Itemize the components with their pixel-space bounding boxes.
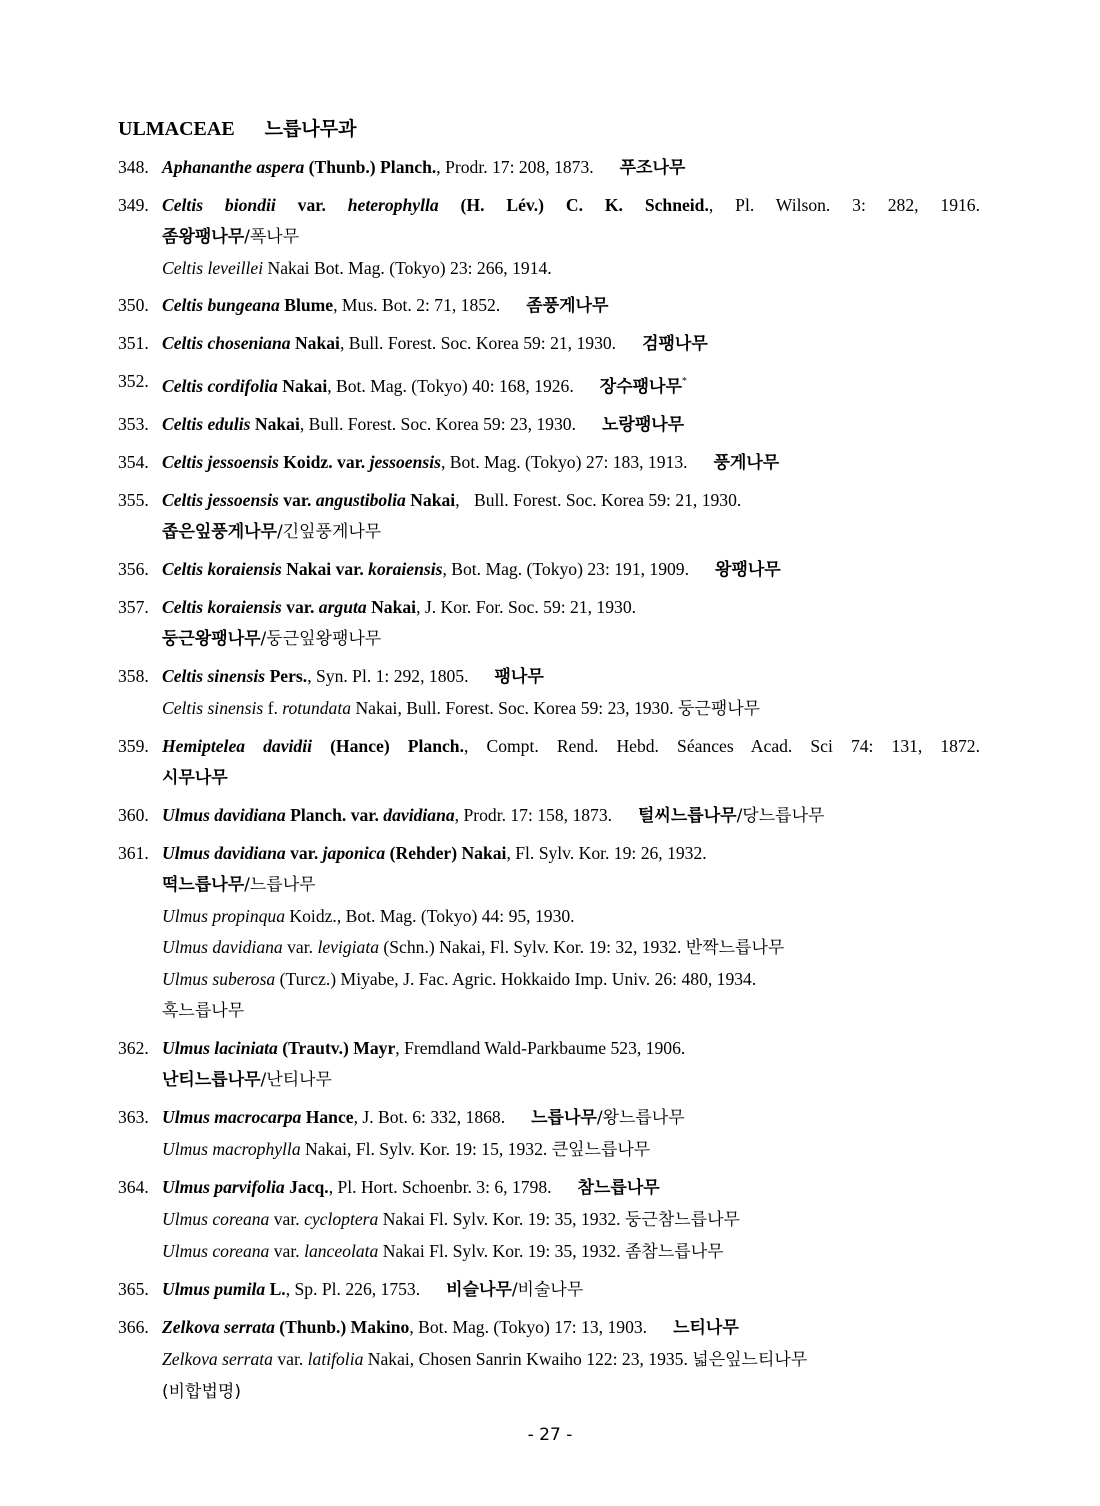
- synonym-line: [118, 932, 980, 964]
- entry-number: 357.: [118, 597, 149, 617]
- korean-alt-name: /폭나무: [244, 227, 300, 247]
- epithet: japonica: [322, 843, 386, 863]
- entry-number: 366.: [118, 1317, 149, 1337]
- synonym-korean-name: 큰잎느릅나무: [551, 1140, 651, 1160]
- author: Nakai: [254, 414, 300, 434]
- entry-number: 361.: [118, 843, 149, 863]
- reference: Pl. Wilson. 3: 282, 1916.: [735, 195, 981, 215]
- author: Planch.: [290, 805, 347, 825]
- epithet: davidiana: [383, 805, 455, 825]
- family-heading: [118, 116, 980, 142]
- entry-number: 359.: [118, 736, 149, 756]
- korean-name: 느티나무: [673, 1318, 739, 1338]
- page-number: - 27 -: [527, 1425, 573, 1445]
- korean-name: 노랑팽나무: [601, 415, 685, 435]
- author: Nakai: [282, 376, 328, 396]
- reference: Bull. Forest. Soc. Korea 59: 21, 1930.: [348, 333, 617, 353]
- synonym-reference: Nakai, Chosen Sanrin Kwaiho 122: 23, 1935.: [367, 1349, 688, 1369]
- synonym-korean-name: 둥근팽나무: [677, 699, 761, 719]
- reference: Fremdland Wald-Parkbaume 523, 1906.: [404, 1038, 686, 1058]
- author: Koidz.: [283, 452, 333, 472]
- reference: Fl. Sylv. Kor. 19: 26, 1932.: [515, 843, 707, 863]
- species-name: Celtis choseniana: [162, 333, 291, 353]
- entry-number: 353.: [118, 414, 149, 434]
- reference: Bull. Forest. Soc. Korea 59: 21, 1930.: [473, 490, 742, 510]
- species-name: Zelkova serrata: [162, 1317, 275, 1337]
- synonym-korean-name: 넓은잎느티나무: [692, 1350, 808, 1370]
- family-korean-name: 느릅나무과: [264, 118, 357, 140]
- synonym-line: [118, 901, 980, 932]
- reference: Pl. Hort. Schoenbr. 3: 6, 1798.: [337, 1177, 552, 1197]
- author: Nakai: [410, 490, 456, 510]
- author: Nakai: [286, 559, 332, 579]
- synonym-reference: Nakai Fl. Sylv. Kor. 19: 35, 1932.: [382, 1241, 621, 1261]
- korean-name: 팽나무: [494, 667, 544, 687]
- reference: Sp. Pl. 226, 1753.: [294, 1279, 421, 1299]
- species-name: Celtis biondii: [162, 195, 276, 215]
- document-page: [118, 116, 980, 1414]
- synonym-epithet: latifolia: [307, 1349, 364, 1369]
- synonym-line: [118, 1204, 980, 1236]
- entry-number: 360.: [118, 805, 149, 825]
- synonym-name: Ulmus propinqua: [162, 906, 286, 926]
- species-name: Ulmus parvifolia: [162, 1177, 285, 1197]
- rank: var.: [286, 597, 315, 617]
- species-name: Celtis edulis: [162, 414, 251, 434]
- synonym-line: [118, 253, 980, 284]
- synonym-reference: (Schn.) Nakai, Fl. Sylv. Kor. 19: 32, 1932.: [383, 937, 682, 957]
- synonym-korean-name: 좀참느릅나무: [625, 1242, 724, 1262]
- species-entry-361: 361. Ulmus davidiana var. japonica (Rehder) Nakai, Fl. Sylv. Kor. 19: 26, 1932. 떡느릅나무/느릅나무 Ulmus propinqua Koidz., Bot. Mag. (Tokyo) 44: 95, 1930. Ulmus davidiana var. levigiata (Schn.) Nakai, Fl. Sylv. Kor. 19: 32, 1932. 반짝느릅나무 Ulmus suberosa (Turcz.) Miyabe, J. Fac. Agric. Hokkaido Imp. Univ. 26: 480, 1934. 혹느릅나무: [118, 838, 980, 1027]
- synonym-name: Ulmus davidiana: [162, 937, 283, 957]
- reference: J. Bot. 6: 332, 1868.: [362, 1107, 506, 1127]
- epithet: angustibolia: [315, 490, 406, 510]
- synonym-reference: Nakai Fl. Sylv. Kor. 19: 35, 1932.: [382, 1209, 621, 1229]
- epithet: arguta: [318, 597, 367, 617]
- korean-name: 좀풍게나무: [526, 296, 609, 316]
- entry-number: 355.: [118, 490, 149, 510]
- species-name: Ulmus laciniata: [162, 1038, 278, 1058]
- author: Pers.: [269, 666, 308, 686]
- synonym-name: Ulmus suberosa: [162, 969, 276, 989]
- epithet: jessoensis: [369, 452, 441, 472]
- species-name: Ulmus pumila: [162, 1279, 266, 1299]
- korean-name: 시무나무: [162, 768, 228, 788]
- author: Nakai: [294, 333, 340, 353]
- synonym-line: [118, 693, 980, 725]
- species-entry-351: 351. Celtis choseniana Nakai, Bull. Forest. Soc. Korea 59: 21, 1930. 검팽나무: [118, 328, 980, 360]
- species-name: Celtis jessoensis: [162, 490, 279, 510]
- korean-name: 검팽나무: [642, 334, 708, 354]
- entry-number: 352.: [118, 371, 149, 391]
- synonym-line: [118, 1344, 980, 1376]
- reference: Mus. Bot. 2: 71, 1852.: [341, 295, 501, 315]
- species-entry-362: 362. Ulmus laciniata (Trautv.) Mayr, Fremdland Wald-Parkbaume 523, 1906. 난티느릅나무/난티나무: [118, 1033, 980, 1096]
- rank: var.: [337, 452, 366, 472]
- family-latin-name: ULMACEAE: [118, 118, 235, 140]
- synonym-reference: (Turcz.) Miyabe, J. Fac. Agric. Hokkaido Imp. Univ. 26: 480, 1934.: [279, 969, 757, 989]
- korean-alt-name: /당느릅나무: [736, 806, 825, 826]
- korean-name: 떡느릅나무: [162, 875, 245, 895]
- species-entry-355: 355. Celtis jessoensis var. angustibolia Nakai, Bull. Forest. Soc. Korea 59: 21, 1930. 좁은잎풍게나무/긴잎풍게나무: [118, 485, 980, 548]
- synonym-name: Celtis leveillei: [162, 258, 264, 278]
- korean-name: 풍게나무: [713, 453, 780, 473]
- rank: var.: [283, 490, 312, 510]
- species-entry-366: 366. Zelkova serrata (Thunb.) Makino, Bot. Mag. (Tokyo) 17: 13, 1903. 느티나무 Zelkova serrata var. latifolia Nakai, Chosen Sanrin Kwaiho 122: 23, 1935. 넓은잎느티나무 (비합법명): [118, 1312, 980, 1408]
- synonym-korean-name: 반짝느릅나무: [685, 938, 785, 958]
- synonym-rank: var.: [273, 1209, 300, 1229]
- epithet: koraiensis: [368, 559, 443, 579]
- species-name: Ulmus macrocarpa: [162, 1107, 302, 1127]
- korean-name: 좁은잎풍게나무: [162, 522, 277, 542]
- author: (H. Lév.) C. K. Schneid.: [460, 195, 709, 215]
- korean-name: 좀왕팽나무: [162, 227, 245, 247]
- synonym-epithet: levigiata: [317, 937, 379, 957]
- illegitimate-name-note: (비합법명): [162, 1382, 241, 1402]
- species-entry-360: 360. Ulmus davidiana Planch. var. davidiana, Prodr. 17: 158, 1873. 털씨느릅나무/당느릅나무: [118, 800, 980, 832]
- author: Jacq.: [289, 1177, 329, 1197]
- species-entry-354: 354. Celtis jessoensis Koidz. var. jessoensis, Bot. Mag. (Tokyo) 27: 183, 1913. 풍게나무: [118, 447, 980, 479]
- author: Nakai: [371, 597, 417, 617]
- species-entry-364: 364. Ulmus parvifolia Jacq., Pl. Hort. Schoenbr. 3: 6, 1798. 참느릅나무 Ulmus coreana var. cycloptera Nakai Fl. Sylv. Kor. 19: 35, 1932. 둥근참느릅나무 Ulmus coreana var. lanceolata Nakai Fl. Sylv. Kor. 19: 35, 1932. 좀참느릅나무: [118, 1172, 980, 1268]
- species-entry-350: 350. Celtis bungeana Blume, Mus. Bot. 2: 71, 1852. 좀풍게나무: [118, 290, 980, 322]
- rank: var.: [297, 195, 326, 215]
- species-entry-356: 356. Celtis koraiensis Nakai var. koraiensis, Bot. Mag. (Tokyo) 23: 191, 1909. 왕팽나무: [118, 554, 980, 586]
- korean-name: 장수팽나무: [599, 377, 682, 397]
- rank: var.: [335, 559, 364, 579]
- korean-name: 둥근왕팽나무: [162, 629, 261, 649]
- entry-number: 348.: [118, 157, 149, 177]
- synonym-line: [118, 964, 980, 995]
- species-name: Celtis jessoensis: [162, 452, 279, 472]
- synonym-rank: var.: [287, 937, 314, 957]
- entry-number: 349.: [118, 195, 149, 215]
- author: Blume: [284, 295, 334, 315]
- synonym-epithet: rotundata: [282, 698, 352, 718]
- synonym-name: Ulmus coreana: [162, 1209, 270, 1229]
- synonym-line: [118, 1236, 980, 1268]
- synonym-line: [118, 1134, 980, 1166]
- species-entry-357: 357. Celtis koraiensis var. arguta Nakai, J. Kor. For. Soc. 59: 21, 1930. 둥근왕팽나무/둥근잎왕팽나무: [118, 592, 980, 655]
- species-name: Celtis sinensis: [162, 666, 266, 686]
- synonym-name: Ulmus macrophylla: [162, 1139, 301, 1159]
- synonym-epithet: cycloptera: [304, 1209, 379, 1229]
- synonym-name: Celtis sinensis: [162, 698, 264, 718]
- species-name: Celtis cordifolia: [162, 376, 278, 396]
- author: (Rehder) Nakai: [389, 843, 507, 863]
- reference: Bot. Mag. (Tokyo) 40: 168, 1926.: [336, 376, 574, 396]
- reference: Bot. Mag. (Tokyo) 23: 191, 1909.: [451, 559, 690, 579]
- author: (Thunb.) Planch.: [308, 157, 437, 177]
- species-entry-353: 353. Celtis edulis Nakai, Bull. Forest. Soc. Korea 59: 23, 1930. 노랑팽나무: [118, 409, 980, 441]
- korean-alt-name: /비술나무: [511, 1280, 584, 1300]
- reference: Compt. Rend. Hebd. Séances Acad. Sci 74: 131, 1872.: [486, 736, 980, 756]
- species-name: Hemiptelea davidii: [162, 736, 312, 756]
- synonym-korean-name: 둥근참느릅나무: [624, 1210, 740, 1230]
- species-entry-352: 352. Celtis cordifolia Nakai, Bot. Mag. (Tokyo) 40: 168, 1926. 장수팽나무*: [118, 366, 980, 403]
- species-name: Ulmus davidiana: [162, 805, 286, 825]
- species-entry-358: 358. Celtis sinensis Pers., Syn. Pl. 1: 292, 1805. 팽나무 Celtis sinensis f. rotundata Nakai, Bull. Forest. Soc. Korea 59: 23, 1930. 둥근팽나무: [118, 661, 980, 725]
- entry-number: 351.: [118, 333, 149, 353]
- species-entry-365: 365. Ulmus pumila L., Sp. Pl. 226, 1753. 비슬나무/비술나무: [118, 1274, 980, 1306]
- synonym-name: Ulmus coreana: [162, 1241, 270, 1261]
- author: (Trautv.) Mayr: [282, 1038, 396, 1058]
- entry-number: 363.: [118, 1107, 149, 1127]
- author: (Thunb.) Makino: [279, 1317, 410, 1337]
- entry-number: 350.: [118, 295, 149, 315]
- synonym-rank: var.: [277, 1349, 304, 1369]
- reference: Prodr. 17: 208, 1873.: [445, 157, 594, 177]
- species-name: Ulmus davidiana: [162, 843, 286, 863]
- entry-number: 364.: [118, 1177, 149, 1197]
- synonym-reference: Nakai, Bull. Forest. Soc. Korea 59: 23, 1930.: [355, 698, 674, 718]
- korean-alt-name: /왕느릅나무: [596, 1108, 685, 1128]
- species-name: Celtis bungeana: [162, 295, 280, 315]
- synonym-korean-name: 혹느릅나무: [162, 1001, 245, 1021]
- entry-number: 356.: [118, 559, 149, 579]
- footnote-mark: *: [681, 376, 687, 387]
- synonym-rank: var.: [273, 1241, 300, 1261]
- synonym-reference: Nakai Bot. Mag. (Tokyo) 23: 266, 1914.: [267, 258, 552, 278]
- author: Hance: [305, 1107, 354, 1127]
- korean-alt-name: /느릅나무: [244, 875, 316, 895]
- reference: Syn. Pl. 1: 292, 1805.: [315, 666, 469, 686]
- korean-alt-name: /긴잎풍게나무: [276, 522, 382, 542]
- korean-name: 느릅나무: [531, 1108, 597, 1128]
- rank: var.: [350, 805, 379, 825]
- synonym-name: Zelkova serrata: [162, 1349, 273, 1369]
- rank: var.: [290, 843, 319, 863]
- korean-name: 참느릅나무: [577, 1178, 660, 1198]
- korean-name: 비슬나무: [446, 1280, 512, 1300]
- species-name: Aphananthe aspera: [162, 157, 305, 177]
- species-entry-349: 349. Celtis biondii var. heterophylla (H. Lév.) C. K. Schneid., Pl. Wilson. 3: 282, 1916. 좀왕팽나무/폭나무 Celtis leveillei Nakai Bot. Mag. (Tokyo) 23: 266, 1914.: [118, 190, 980, 284]
- korean-name: 푸조나무: [619, 158, 686, 178]
- synonym-reference: Koidz., Bot. Mag. (Tokyo) 44: 95, 1930.: [289, 906, 575, 926]
- entry-number: 358.: [118, 666, 149, 686]
- epithet: heterophylla: [347, 195, 439, 215]
- author: L.: [269, 1279, 286, 1299]
- synonym-epithet: lanceolata: [304, 1241, 379, 1261]
- korean-name: 난티느릅나무: [162, 1070, 261, 1090]
- species-entry-363: 363. Ulmus macrocarpa Hance, J. Bot. 6: 332, 1868. 느릅나무/왕느릅나무 Ulmus macrophylla Nakai, Fl. Sylv. Kor. 19: 15, 1932. 큰잎느릅나무: [118, 1102, 980, 1166]
- korean-name: 털씨느릅나무: [638, 806, 737, 826]
- reference: Bot. Mag. (Tokyo) 17: 13, 1903.: [418, 1317, 648, 1337]
- reference: Prodr. 17: 158, 1873.: [463, 805, 613, 825]
- reference: Bull. Forest. Soc. Korea 59: 23, 1930.: [308, 414, 576, 434]
- entry-number: 362.: [118, 1038, 149, 1058]
- korean-alt-name: /난티나무: [260, 1070, 332, 1090]
- korean-name: 왕팽나무: [715, 560, 781, 580]
- synonym-rank: f.: [267, 698, 278, 718]
- species-name: Celtis koraiensis: [162, 559, 282, 579]
- reference: Bot. Mag. (Tokyo) 27: 183, 1913.: [449, 452, 688, 472]
- species-entry-359: 359. Hemiptelea davidii (Hance) Planch., Compt. Rend. Hebd. Séances Acad. Sci 74: 131, 1872. 시무나무: [118, 731, 980, 794]
- entry-number: 365.: [118, 1279, 149, 1299]
- reference: J. Kor. For. Soc. 59: 21, 1930.: [424, 597, 637, 617]
- species-entry-348: 348. Aphananthe aspera (Thunb.) Planch., Prodr. 17: 208, 1873. 푸조나무: [118, 152, 980, 184]
- synonym-reference: Nakai, Fl. Sylv. Kor. 19: 15, 1932.: [305, 1139, 548, 1159]
- korean-alt-name: /둥근잎왕팽나무: [260, 629, 382, 649]
- author: (Hance) Planch.: [330, 736, 464, 756]
- species-name: Celtis koraiensis: [162, 597, 282, 617]
- entry-number: 354.: [118, 452, 149, 472]
